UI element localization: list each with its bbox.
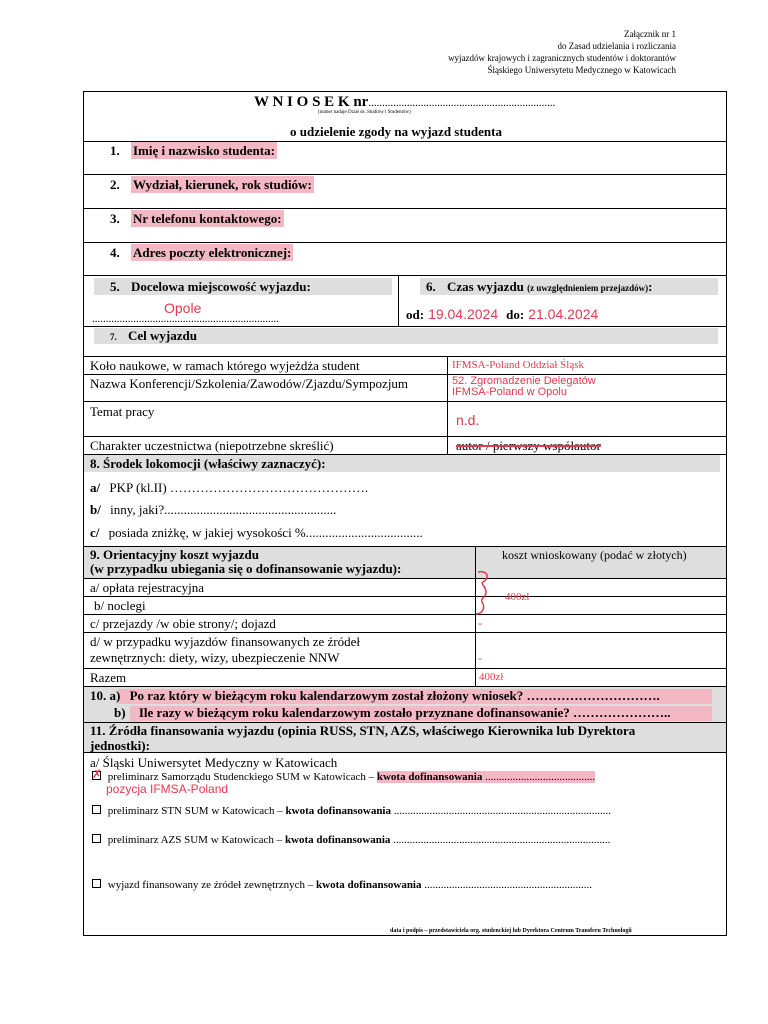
source-samorzad-note: pozycja IFMSA-Poland: [106, 782, 229, 796]
cost-d-value: -: [478, 651, 482, 665]
brace-mark-icon: [470, 568, 500, 620]
cost-a: a/ opłata rejestracyjna: [90, 580, 205, 595]
field-6: 6. Czas wyjazdu (z uwzględnieniem przejazdów):: [426, 279, 653, 294]
form-title: W N I O S E K nr....................................................................: [254, 94, 556, 110]
transport-a: a/ PKP (kl.II) ……………………………………….: [90, 480, 369, 495]
trip-dates: od: 19.04.2024 do: 21.04.2024: [406, 306, 599, 322]
date-from: 19.04.2024: [428, 306, 499, 322]
question-10a: 10. a) Po raz który w bieżącym roku kalendarzowym został złożony wniosek? ………………………….: [90, 688, 660, 703]
field-2: 2. Wydział, kierunek, rok studiów:: [110, 177, 312, 192]
transport-c: c/ posiada zniżkę, w jakiej wysokości %....................................: [90, 525, 423, 540]
field-7: 7. Cel wyjazdu: [110, 328, 197, 343]
source-stn: preliminarz STN SUM w Katowicach – kwota dofinansowania ...............................................................................: [92, 805, 611, 817]
temat-value: n.d.: [456, 412, 480, 428]
attachment-line: Załącznik nr 1: [624, 29, 676, 39]
charakter-value: autor / pierwszy współautor: [456, 438, 601, 453]
kolo-label: Koło naukowe, w ramach którego wyjeżdża student: [90, 358, 360, 373]
destination-dots: ....................................................................: [92, 313, 279, 325]
sources-title: 11. Źródła finansowania wyjazdu (opinia RUSS, STN, AZS, właściwego Kierownika lub Dyrektora jednostki):: [90, 723, 636, 753]
attachment-line: wyjazdów krajowych i zagranicznych studentów i doktorantów: [448, 53, 676, 63]
charakter-label: Charakter uczestnictwa (niepotrzebne skreślić): [90, 438, 334, 453]
attachment-note: [448, 28, 676, 76]
cost-total-value: 400zł: [479, 671, 504, 683]
cost-c: c/ przejazdy /w obie strony/; dojazd: [90, 616, 276, 631]
cost-column-header: koszt wnioskowany (podać w złotych): [502, 548, 687, 562]
checkbox-stn[interactable]: [92, 805, 101, 814]
field-1: 1. Imię i nazwisko studenta:: [110, 143, 275, 158]
konferencja-label: Nazwa Konferencji/Szkolenia/Zawodów/Zjazdu/Sympozjum: [90, 376, 409, 391]
field-7-label: Cel wyjazdu: [128, 328, 197, 343]
cost-d: d/ w przypadku wyjazdów finansowanych ze źródeł zewnętrznych: diety, wizy, ubezpieczenie NNW: [90, 634, 361, 665]
field-5: 5. Docelowa miejscowość wyjazdu:: [110, 279, 311, 294]
destination-value: Opole: [164, 300, 202, 316]
sources-university: a/ Śląski Uniwersytet Medyczny w Katowicach: [90, 755, 338, 770]
kolo-value: IFMSA-Poland Oddział Śląsk: [452, 359, 584, 371]
field-5-label: Docelowa miejscowość wyjazdu:: [131, 279, 311, 294]
transport-title: 8. Środek lokomocji (właściwy zaznaczyć):: [90, 456, 326, 471]
temat-label: Temat pracy: [90, 404, 155, 419]
source-azs: preliminarz AZS SUM w Katowicach – kwota dofinansowania ...............................................................................: [92, 834, 610, 846]
cost-b: b/ noclegi: [94, 598, 146, 613]
field-3-label: Nr telefonu kontaktowego:: [133, 211, 282, 226]
number-note: (numer nadaje Dział ds. Studiów i Studentów): [318, 110, 411, 115]
source-samorzad: ✗ preliminarz Samorządu Studenckiego SUM w Katowicach – kwota dofinansowania ........................................: [92, 767, 596, 783]
checkbox-samorzad[interactable]: ✗: [92, 767, 103, 781]
attachment-line: do Zasad udzielania i rozliczania: [557, 41, 676, 51]
field-4-label: Adres poczty elektronicznej:: [133, 245, 292, 260]
form-subtitle: o udzielenie zgody na wyjazd studenta: [290, 124, 502, 139]
source-external: wyjazd finansowany ze źródeł zewnętrznych – kwota dofinansowania .............................................................: [92, 879, 592, 891]
konferencja-value: 52. Zgromadzenie Delegatów IFMSA-Poland w Opolu: [452, 375, 596, 398]
checkbox-external[interactable]: [92, 879, 101, 888]
checkbox-azs[interactable]: [92, 834, 101, 843]
cost-title: 9. Orientacyjny koszt wyjazdu (w przypadku ubiegania się o dofinansowanie wyjazdu):: [90, 547, 402, 576]
field-1-label: Imię i nazwisko studenta:: [133, 143, 275, 158]
cost-total-label: Razem: [90, 670, 127, 685]
cost-c-value: -: [478, 616, 482, 630]
field-6-label: Czas wyjazdu: [447, 279, 524, 294]
attachment-line: Śląskiego Uniwersytetu Medycznego w Katowicach: [487, 65, 676, 75]
cost-ab-value: 400zł: [505, 591, 530, 603]
field-4: 4. Adres poczty elektronicznej:: [110, 245, 292, 260]
question-10b: b) Ile razy w bieżącym roku kalendarzowym zostało przyznane dofinansowanie? …………………..: [114, 705, 671, 720]
field-3: 3. Nr telefonu kontaktowego:: [110, 211, 282, 226]
date-to: 21.04.2024: [528, 306, 599, 322]
field-2-label: Wydział, kierunek, rok studiów:: [133, 177, 312, 192]
transport-b: b/ inny, jaki?.....................................................: [90, 502, 337, 517]
signature-note: data i podpis – przedstawiciela org. studenckiej lub Dyrektora Centrum Transferu Technologii: [390, 928, 632, 934]
